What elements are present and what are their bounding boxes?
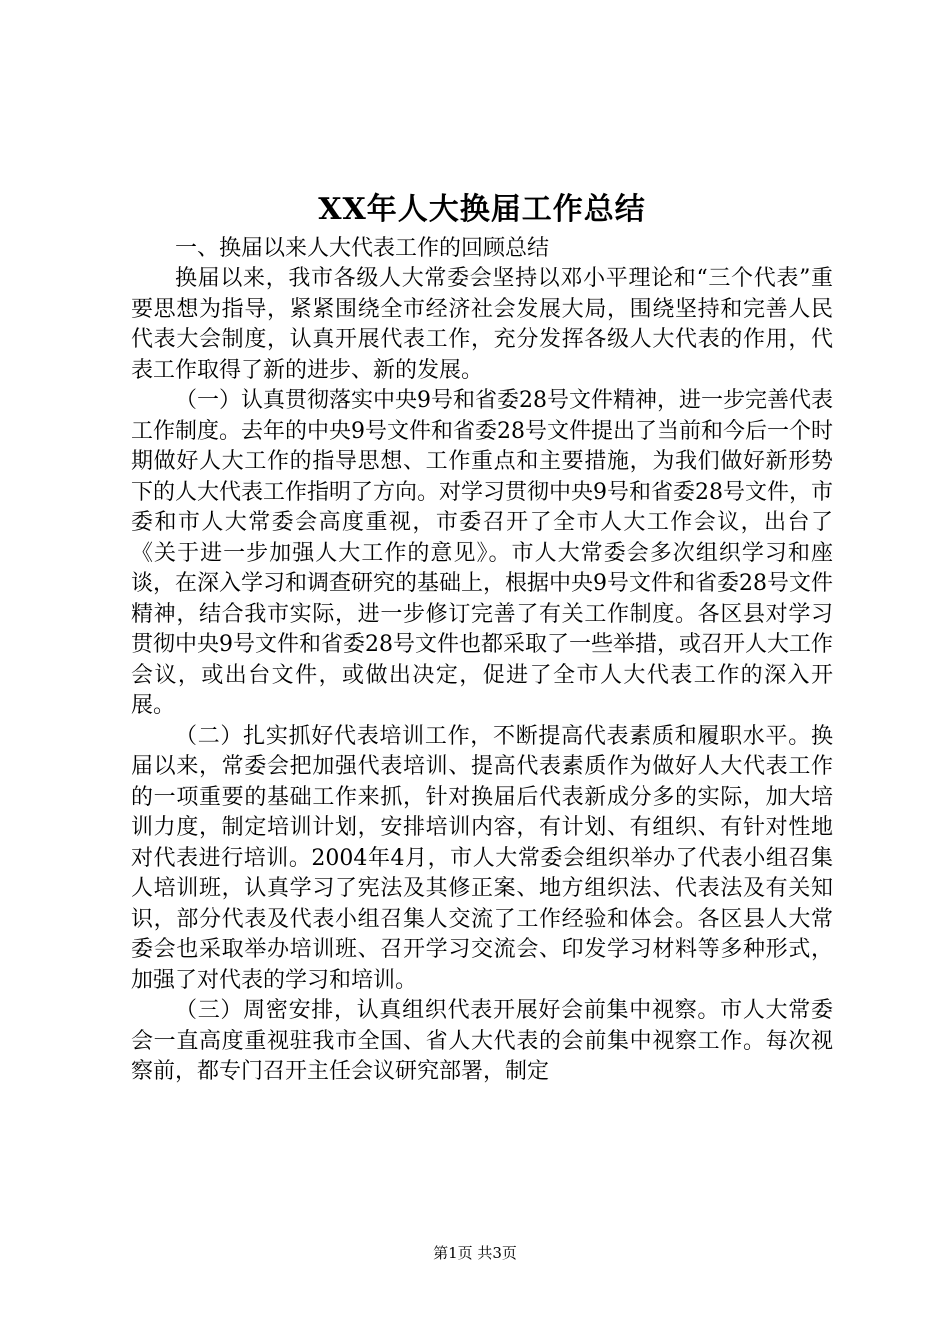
paragraph-item-3: （三）周密安排，认真组织代表开展好会前集中视察。市人大常委会一直高度重视驻我市全国、省人大代表的会前集中视察工作。每次视察前，都专门召开主任会议研究部署，制定 bbox=[131, 998, 833, 1084]
paragraph-item-2: （二）扎实抓好代表培训工作，不断提高代表素质和履职水平。换届以来，常委会把加强代表培训、提高代表素质作为做好人大代表工作的一项重要的基础工作来抓，针对换届后代表新成分多的实际，加大培训力度，制定培训计划，安排培训内容，有计划、有组织、有针对性地对代表进行培训。2004年4月，市人大常委会组织举办了代表小组召集人培训班，认真学习了宪法及其修正案、地方组织法、代表法及有关知识，部分代表及代表小组召集人交流了工作经验和体会。各区县人大常委会也采取举办培训班、召开学习交流会、印发学习材料等多种形式，加强了对代表的学习和培训。 bbox=[131, 723, 833, 993]
paragraph-item-1: （一）认真贯彻落实中央9号和省委28号文件精神，进一步完善代表工作制度。去年的中央9号文件和省委28号文件提出了当前和今后一个时期做好人大工作的指导思想、工作重点和主要措施，为我们做好新形势下的人大代表工作指明了方向。对学习贯彻中央9号和省委28号文件，市委和市人大常委会高度重视，市委召开了全市人大工作会议，出台了《关于进一步加强人大工作的意见》。市人大常委会多次组织学习和座谈，在深入学习和调查研究的基础上，根据中央9号文件和省委28号文件精神，结合我市实际，进一步修订完善了有关工作制度。各区县对学习贯彻中央9号文件和省委28号文件也都采取了一些举措，或召开人大工作会议，或出台文件，或做出决定，促进了全市人大代表工作的深入开展。 bbox=[131, 388, 833, 718]
document-title: XX年人大换届工作总结 bbox=[318, 192, 646, 227]
page-footer: 第1页 共3页 bbox=[433, 1244, 517, 1262]
document-body bbox=[131, 190, 833, 1088]
paragraph-intro: 换届以来，我市各级人大常委会坚持以邓小平理论和“三个代表”重要思想为指导，紧紧围绕全市经济社会发展大局，围绕坚持和完善人民代表大会制度，认真开展代表工作，充分发挥各级人大代表的作用，代表工作取得了新的进步、新的发展。 bbox=[131, 266, 833, 383]
section-heading: 一、换届以来人大代表工作的回顾总结 bbox=[175, 236, 550, 261]
